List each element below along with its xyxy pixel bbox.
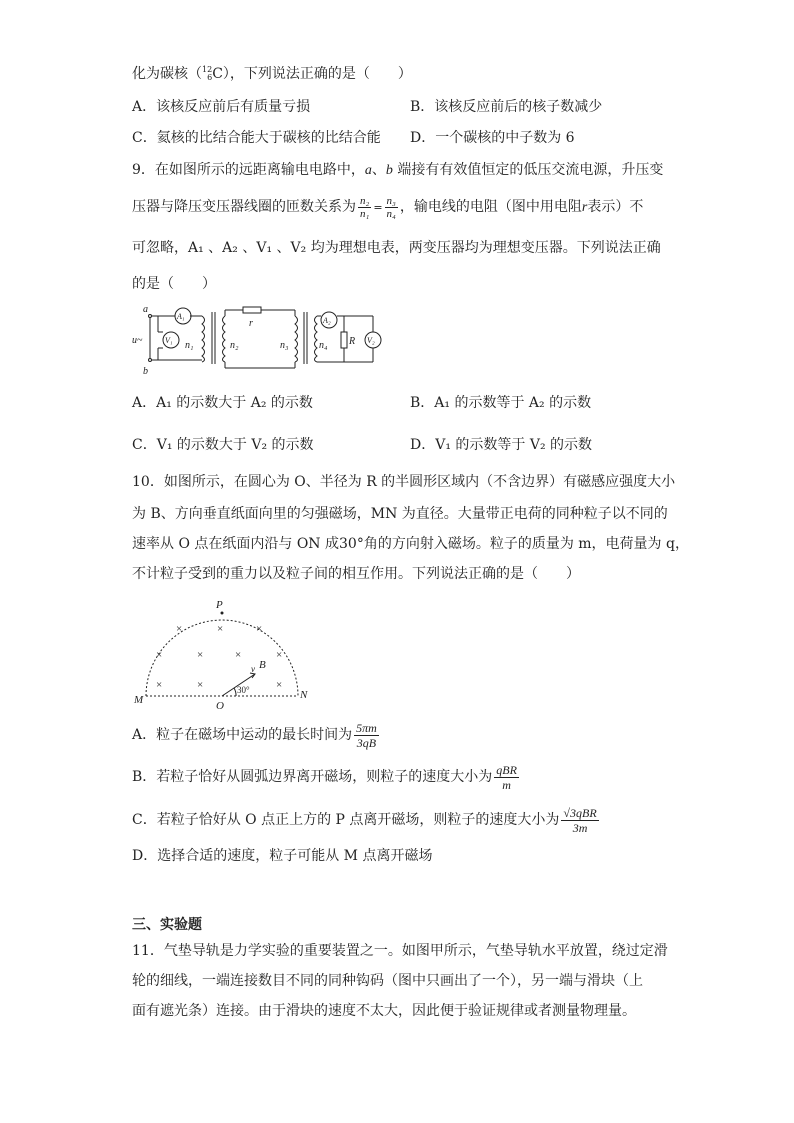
q9-option-c[interactable]: C．V₁ 的示数大于 V₂ 的示数 — [132, 437, 314, 453]
svg-text:×: × — [197, 679, 204, 691]
q10-line-4: 不计粒子受到的重力以及粒子间的相互作用。下列说法正确的是（ ） — [132, 566, 580, 582]
source-u-label: u~ — [132, 335, 143, 346]
q11-line-3: 面有遮光条）连接。由于滑块的速度不太大，因此便于验证规律或者测量物理量。 — [132, 1003, 636, 1019]
r-label: r — [249, 318, 253, 329]
turns-ratio-fraction-2: $\frac{\text{n₃}}{\text{n₄}}$ — [386, 194, 396, 220]
q10-option-c[interactable]: C．若粒子恰好从 O 点正上方的 P 点离开磁场，则粒子的速度大小为 $\frac{\text{√3qBR}}{3m}$ — [132, 805, 597, 835]
svg-text:×: × — [176, 623, 183, 635]
load-r-label: R — [349, 336, 356, 347]
svg-text:×: × — [217, 623, 224, 635]
turns-ratio-fraction-1: $\frac{\text{n₂}}{\text{n₁}}$ — [360, 194, 370, 220]
point-m-label: M — [134, 694, 144, 706]
svg-text:×: × — [197, 649, 204, 661]
q10-line-2: 为 B、方向垂直纸面向里的匀强磁场，MN 为直径。大量带正电荷的同种粒子以不同的 — [132, 506, 668, 522]
q10-line-3: 速率从 O 点在纸面内沿与 ON 成30°角的方向射入磁场。粒子的质量为 m，电荷量为 q， — [132, 536, 689, 552]
section-heading: 三、实验题 — [132, 917, 202, 933]
terminal-a-label: a — [143, 304, 148, 315]
transmission-circuit-diagram — [130, 302, 390, 378]
q11-line-2: 轮的细线，一端连接数目不同的同种钩码（图中只画出了一个），另一端与滑块（上 — [132, 973, 643, 989]
a2-label: A₂ — [323, 316, 331, 325]
nuclide-notation: 12 6 — [202, 65, 213, 82]
field-crosses — [156, 623, 282, 691]
semicircle-field-diagram — [130, 596, 320, 711]
q8-option-c[interactable]: C．氦核的比结合能大于碳核的比结合能 — [132, 130, 381, 146]
q8-option-b[interactable]: B．该核反应前后的核子数减少 — [410, 99, 603, 115]
q9-option-a[interactable]: A．A₁ 的示数大于 A₂ 的示数 — [132, 395, 313, 411]
q10-option-b[interactable]: B．若粒子恰好从圆弧边界离开磁场，则粒子的速度大小为 $\frac{\text{qBR}}{m}$ — [132, 762, 517, 792]
q9-line-2: 压器与降压变压器线圈的匝数关系为 $\frac{\text{n₂}}{\text{n₁}}$ = $\frac{\text{n₃}}{\text{n₄}}$ ，输电线的电阻（图中用电阻r表示）不 — [132, 194, 644, 220]
n2-label: n₂ — [230, 340, 239, 351]
n3-label: n₃ — [280, 340, 289, 351]
angle-label: 30° — [237, 685, 250, 695]
n4-label: n₄ — [319, 340, 328, 351]
point-o-label: O — [216, 700, 224, 711]
q8-text-end: ），下列说法正确的是（ ） — [222, 66, 412, 82]
a1-label: A₁ — [177, 312, 185, 321]
q9-line-1: 9．在如图所示的远距离输电电路中，a、b 端接有有效值恒定的低压交流电源，升压变 — [132, 162, 664, 178]
field-b-label: B — [259, 659, 266, 671]
q10-option-d[interactable]: D．选择合适的速度，粒子可能从 M 点离开磁场 — [132, 848, 433, 864]
terminal-b-label: b — [143, 366, 148, 377]
resistor-r-icon — [243, 307, 261, 313]
svg-text:×: × — [235, 649, 242, 661]
v2-label: V₂ — [367, 336, 375, 345]
q10-option-a[interactable]: A．粒子在磁场中运动的最长时间为 $\frac{5\pi m}{3qB}$ — [132, 720, 377, 750]
svg-text:×: × — [156, 649, 163, 661]
v1-label: V₁ — [165, 336, 173, 345]
q9-line-3: 可忽略，A₁ 、A₂ 、V₁ 、V₂ 均为理想电表，两变压器均为理想变压器。下列说法正确 — [132, 240, 661, 256]
q9-line-4: 的是（ ） — [132, 276, 216, 292]
q10-line-1: 10．如图所示，在圆心为 O、半径为 R 的半圆形区域内（不含边界）有磁感应强度大小 — [132, 474, 676, 490]
q8-stem-tail — [132, 64, 412, 84]
svg-text:×: × — [156, 679, 163, 691]
q9-option-b[interactable]: B．A₁ 的示数等于 A₂ 的示数 — [410, 395, 592, 411]
q11-line-1: 11．气垫导轨是力学实验的重要装置之一。如图甲所示，气垫导轨水平放置，绕过定滑 — [132, 943, 668, 959]
point-n-label: N — [300, 689, 308, 701]
svg-text:×: × — [256, 623, 263, 635]
element-symbol: C — [212, 66, 223, 82]
q8-option-a[interactable]: A．该核反应前后有质量亏损 — [132, 99, 311, 115]
point-p-label: P — [216, 599, 223, 611]
q8-option-d[interactable]: D．一个碳核的中子数为 6 — [410, 130, 575, 146]
svg-text:×: × — [276, 679, 283, 691]
n1-label: n₁ — [185, 340, 194, 351]
q8-text: 化为碳核（ — [132, 66, 202, 82]
q9-option-d[interactable]: D．V₁ 的示数等于 V₂ 的示数 — [410, 437, 593, 453]
load-resistor-icon — [341, 332, 347, 348]
velocity-v-label: v — [251, 664, 255, 674]
svg-text:×: × — [276, 649, 283, 661]
